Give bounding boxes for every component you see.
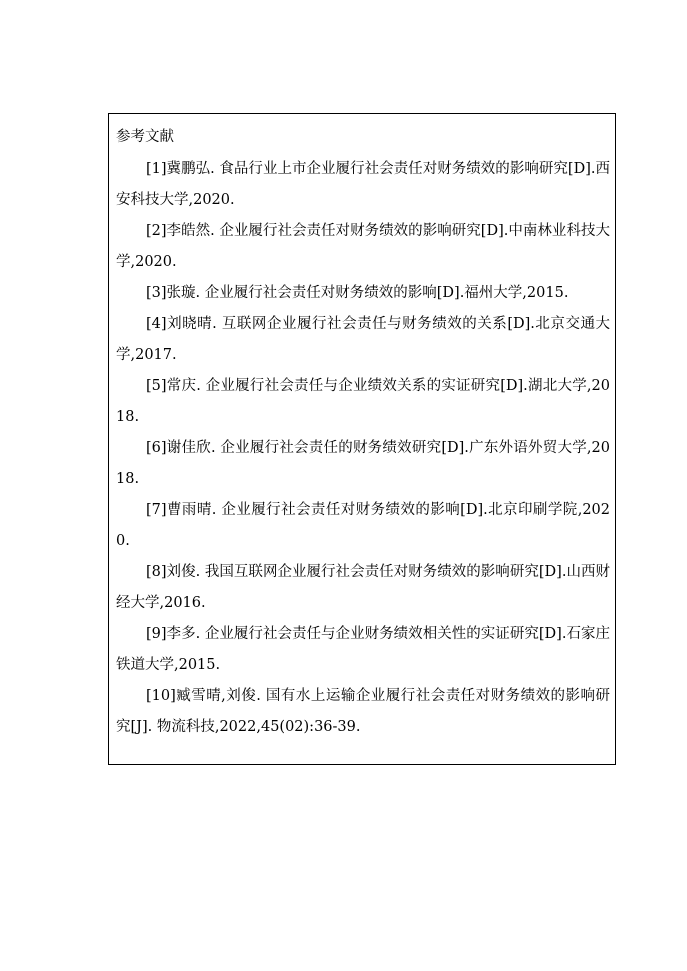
reference-item-10: [10]臧雪晴,刘俊. 国有水上运输企业履行社会责任对财务绩效的影响研究[J]. 物流科技,2022,45(02):36-39. [116, 688, 610, 735]
reference-item-2: [2]李皓然. 企业履行社会责任对财务绩效的影响研究[D].中南林业科技大学,2020. [116, 223, 610, 270]
reference-item-6: [6]谢佳欣. 企业履行社会责任的财务绩效研究[D].广东外语外贸大学,2018. [116, 440, 610, 487]
reference-item-5: [5]常庆. 企业履行社会责任与企业绩效关系的实证研究[D].湖北大学,2018. [116, 378, 610, 425]
reference-item-8: [8]刘俊. 我国互联网企业履行社会责任对财务绩效的影响研究[D].山西财经大学,2016. [116, 564, 610, 611]
references-box [108, 113, 616, 765]
reference-item-1: [1]冀鹏弘. 食品行业上市企业履行社会责任对财务绩效的影响研究[D].西安科技大学,2020. [116, 161, 610, 208]
reference-item-4: [4]刘晓晴. 互联网企业履行社会责任与财务绩效的关系[D].北京交通大学,2017. [116, 316, 610, 363]
reference-item-3: [3]张璇. 企业履行社会责任对财务绩效的影响[D].福州大学,2015. [146, 285, 569, 301]
reference-item-9: [9]李多. 企业履行社会责任与企业财务绩效相关性的实证研究[D].石家庄铁道大学,2015. [116, 626, 610, 673]
reference-item-7: [7]曹雨晴. 企业履行社会责任对财务绩效的影响[D].北京印刷学院,2020. [116, 502, 610, 549]
references-heading: 参考文献 [116, 129, 174, 145]
reference-list [116, 154, 610, 743]
